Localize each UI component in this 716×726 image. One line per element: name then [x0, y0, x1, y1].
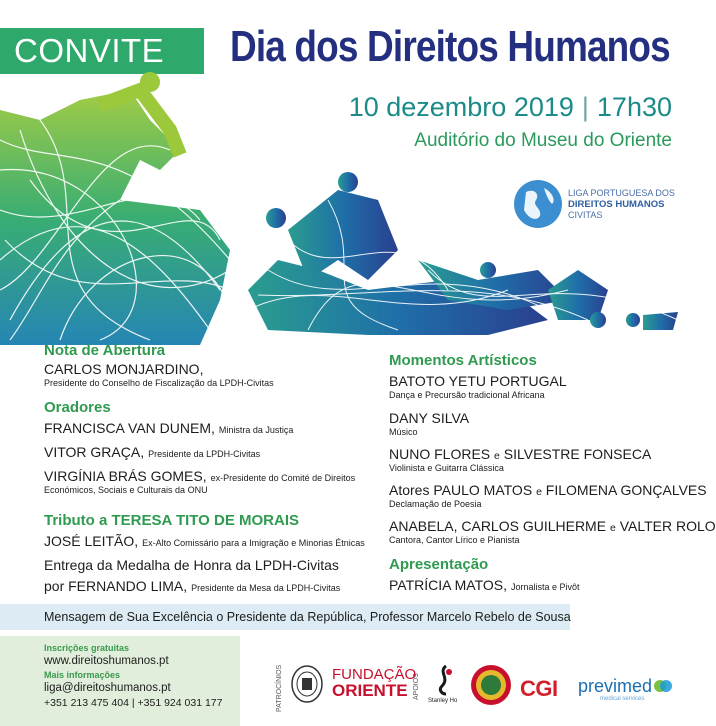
momento-4-prefix: Atores: [389, 482, 430, 498]
convite-badge: CONVITE: [0, 28, 204, 74]
website-link[interactable]: www.direitoshumanos.pt: [44, 655, 169, 667]
datetime-separator: |: [581, 92, 589, 122]
momento-1-role: Dança e Precursão tradicional Africana: [389, 390, 545, 400]
momento-4-name-a: PAULO MATOS: [433, 482, 533, 498]
section-oradores: Oradores: [44, 399, 111, 416]
stanley-ho-logo-icon: [432, 664, 458, 696]
event-datetime: [349, 92, 672, 123]
globe-icon: [512, 178, 564, 230]
inscricoes-label: Inscrições gratuitas: [44, 643, 130, 653]
momento-4: [389, 482, 707, 498]
momento-5-name-a: ANABELA, CARLOS GUILHERME: [389, 518, 607, 534]
orador-1-name: FRANCISCA VAN DUNEM,: [44, 420, 215, 436]
momento-5-and: e: [609, 522, 616, 534]
abertura-name: CARLOS MONJARDINO,: [44, 361, 204, 377]
previmed-mark-icon: [654, 678, 672, 694]
fundacao-line1: FUNDAÇÃO: [332, 666, 417, 683]
orador-3-role-cont: Económicos, Sociais e Culturais da ONU: [44, 485, 208, 495]
medalha: [44, 578, 340, 594]
momento-5: [389, 518, 716, 534]
section-momentos: Momentos Artísticos: [389, 352, 537, 369]
orador-3-role: ex-Presidente do Comité de Direitos: [210, 473, 356, 483]
tributo: [44, 533, 365, 549]
momento-3-name-b: SILVESTRE FONSECA: [503, 446, 652, 462]
liga-line1: LIGA PORTUGUESA DOS: [568, 188, 675, 198]
previmed-tagline: medical services: [600, 696, 645, 702]
tributo-name: JOSÉ LEITÃO,: [44, 533, 139, 549]
line-art-left: [0, 60, 240, 345]
phone-numbers: +351 213 475 404 | +351 924 031 177: [44, 697, 223, 709]
event-date: 10 dezembro 2019: [348, 92, 574, 122]
info-label: Mais informações: [44, 670, 121, 680]
orador-1: [44, 420, 293, 436]
email-link[interactable]: liga@direitoshumanos.pt: [44, 682, 171, 694]
orador-1-role: Ministra da Justiça: [218, 425, 294, 435]
medalha-role: Presidente da Mesa da LPDH-Civitas: [191, 583, 341, 593]
association-emblem-icon: [470, 664, 512, 706]
stanley-ho-label: Stanley Ho: [428, 698, 458, 704]
apresentacao-role: Jornalista e Pivôt: [510, 582, 580, 592]
orador-3-name: VIRGÍNIA BRÁS GOMES,: [44, 468, 207, 484]
cgi-logo: CGI: [520, 676, 558, 701]
medalha-name: por FERNANDO LIMA,: [44, 578, 188, 594]
liga-line3: CIVITAS: [568, 210, 603, 220]
momento-3-and: e: [494, 450, 500, 462]
apresentacao-name: PATRÍCIA MATOS,: [389, 577, 507, 593]
medalha-line: Entrega da Medalha de Honra da LPDH-Civitas: [44, 557, 339, 573]
momento-3: [389, 446, 651, 462]
section-tributo: Tributo a TERESA TITO DE MORAIS: [44, 512, 300, 529]
fundacao-line2: ORIENTE: [332, 681, 408, 700]
momento-1-name: BATOTO YETU PORTUGAL: [389, 373, 567, 389]
momento-5-name-b: VALTER ROLO: [619, 518, 716, 534]
momento-2-name: DANY SILVA: [389, 410, 470, 426]
previmed-logo: previmed: [578, 676, 653, 696]
momento-4-name-b: FILOMENA GONÇALVES: [545, 482, 707, 498]
orador-3: [44, 468, 355, 484]
orador-2-role: Presidente da LPDH-Civitas: [148, 449, 261, 459]
section-apresentacao: Apresentação: [389, 556, 489, 573]
event-venue: Auditório do Museu do Oriente: [414, 130, 672, 151]
section-nota-abertura: Nota de Abertura: [44, 342, 166, 359]
presidential-message: Mensagem de Sua Excelência o Presidente da República, Professor Marcelo Rebelo de Sousa: [0, 604, 570, 630]
tributo-role: Ex-Alto Comissário para a Imigração e Minorias Étnicas: [142, 538, 365, 548]
abertura-role: Presidente do Conselho de Fiscalização da LPDH-Civitas: [44, 378, 274, 388]
liga-logo: [492, 178, 692, 236]
orador-2-name: VITOR GRAÇA,: [44, 444, 145, 460]
momento-2-role: Músico: [389, 427, 418, 437]
orador-2: [44, 444, 260, 460]
event-time: 17h30: [596, 92, 672, 122]
fundacao-oriente-logo: [332, 668, 416, 699]
apoios-label: APOIOS: [413, 673, 420, 700]
liga-line2: DIREITOS HUMANOS: [568, 199, 665, 210]
momento-4-and: e: [536, 486, 542, 498]
patrocinios-label: PATROCÍNIOS: [276, 664, 283, 712]
museum-seal-icon: [290, 664, 324, 704]
page-title: Dia dos Direitos Humanos: [230, 22, 670, 71]
momento-5-role: Cantora, Cantor Lírico e Pianista: [389, 535, 520, 545]
contact-box: [0, 636, 240, 726]
momento-3-role: Violinista e Guitarra Clássica: [389, 463, 504, 473]
apresentacao: [389, 577, 580, 593]
momento-3-name-a: NUNO FLORES: [389, 446, 491, 462]
momento-4-role: Declamação de Poesia: [389, 499, 482, 509]
